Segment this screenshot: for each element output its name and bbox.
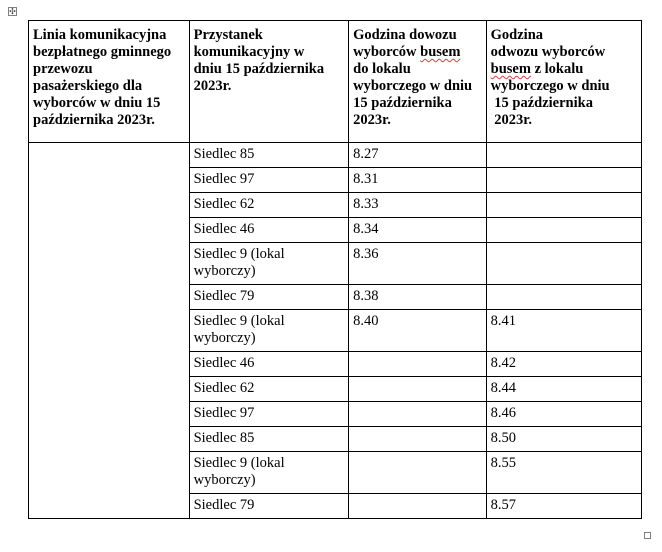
header-stop: Przystanek komunikacyjny w dniu 15 października 2023r.	[189, 21, 349, 143]
departure-cell[interactable]: 8.46	[486, 402, 641, 427]
table-resize-handle-icon[interactable]	[644, 532, 651, 539]
arrival-cell[interactable]	[349, 452, 487, 494]
header-line: Linia komunikacyjna bezpłatnego gminnego przewozu pasażerskiego dla wyborców w dniu 15 października 2023r.	[29, 21, 190, 143]
departure-cell[interactable]: 8.57	[486, 494, 641, 519]
arrival-cell[interactable]: 8.31	[349, 168, 487, 193]
stop-cell[interactable]: Siedlec 79	[189, 285, 349, 310]
header-arrival-time: Godzina dowozu wyborców busem do lokalu wyborczego w dniu 15 października 2023r.	[349, 21, 487, 143]
departure-cell[interactable]: 8.44	[486, 377, 641, 402]
arrival-cell[interactable]: 8.33	[349, 193, 487, 218]
bus-schedule-table	[28, 20, 642, 519]
stop-cell[interactable]: Siedlec 62	[189, 377, 349, 402]
departure-cell[interactable]	[486, 285, 641, 310]
departure-cell[interactable]: 8.55	[486, 452, 641, 494]
spellcheck-word: busem	[490, 61, 531, 77]
departure-cell[interactable]	[486, 168, 641, 193]
departure-cell[interactable]: 8.50	[486, 427, 641, 452]
spellcheck-word: busem	[420, 44, 461, 60]
line-cell[interactable]	[29, 143, 190, 519]
stop-cell[interactable]: Siedlec 9 (lokal wyborczy)	[189, 243, 349, 285]
arrival-cell[interactable]	[349, 494, 487, 519]
stop-cell[interactable]: Siedlec 62	[189, 193, 349, 218]
arrival-cell[interactable]	[349, 352, 487, 377]
departure-cell[interactable]	[486, 243, 641, 285]
departure-cell[interactable]	[486, 143, 641, 168]
stop-cell[interactable]: Siedlec 46	[189, 352, 349, 377]
stop-cell[interactable]: Siedlec 9 (lokal wyborczy)	[189, 310, 349, 352]
stop-cell[interactable]: Siedlec 46	[189, 218, 349, 243]
arrival-cell[interactable]	[349, 427, 487, 452]
arrival-cell[interactable]: 8.34	[349, 218, 487, 243]
table-move-handle-icon[interactable]: ✣	[9, 7, 16, 16]
arrival-cell[interactable]: 8.38	[349, 285, 487, 310]
table-row	[29, 143, 642, 168]
arrival-cell[interactable]	[349, 402, 487, 427]
stop-cell[interactable]: Siedlec 85	[189, 143, 349, 168]
departure-cell[interactable]: 8.42	[486, 352, 641, 377]
arrival-cell[interactable]	[349, 377, 487, 402]
header-departure-time: Godzina odwozu wyborców busem z lokalu wyborczego w dniu 15 października 2023r.	[486, 21, 641, 143]
stop-cell[interactable]: Siedlec 97	[189, 168, 349, 193]
stop-cell[interactable]: Siedlec 97	[189, 402, 349, 427]
departure-cell[interactable]	[486, 218, 641, 243]
stop-cell[interactable]: Siedlec 9 (lokal wyborczy)	[189, 452, 349, 494]
header-row	[29, 21, 642, 143]
stop-cell[interactable]: Siedlec 79	[189, 494, 349, 519]
arrival-cell[interactable]: 8.40	[349, 310, 487, 352]
stop-cell[interactable]: Siedlec 85	[189, 427, 349, 452]
departure-cell[interactable]	[486, 193, 641, 218]
departure-cell[interactable]: 8.41	[486, 310, 641, 352]
arrival-cell[interactable]: 8.27	[349, 143, 487, 168]
arrival-cell[interactable]: 8.36	[349, 243, 487, 285]
